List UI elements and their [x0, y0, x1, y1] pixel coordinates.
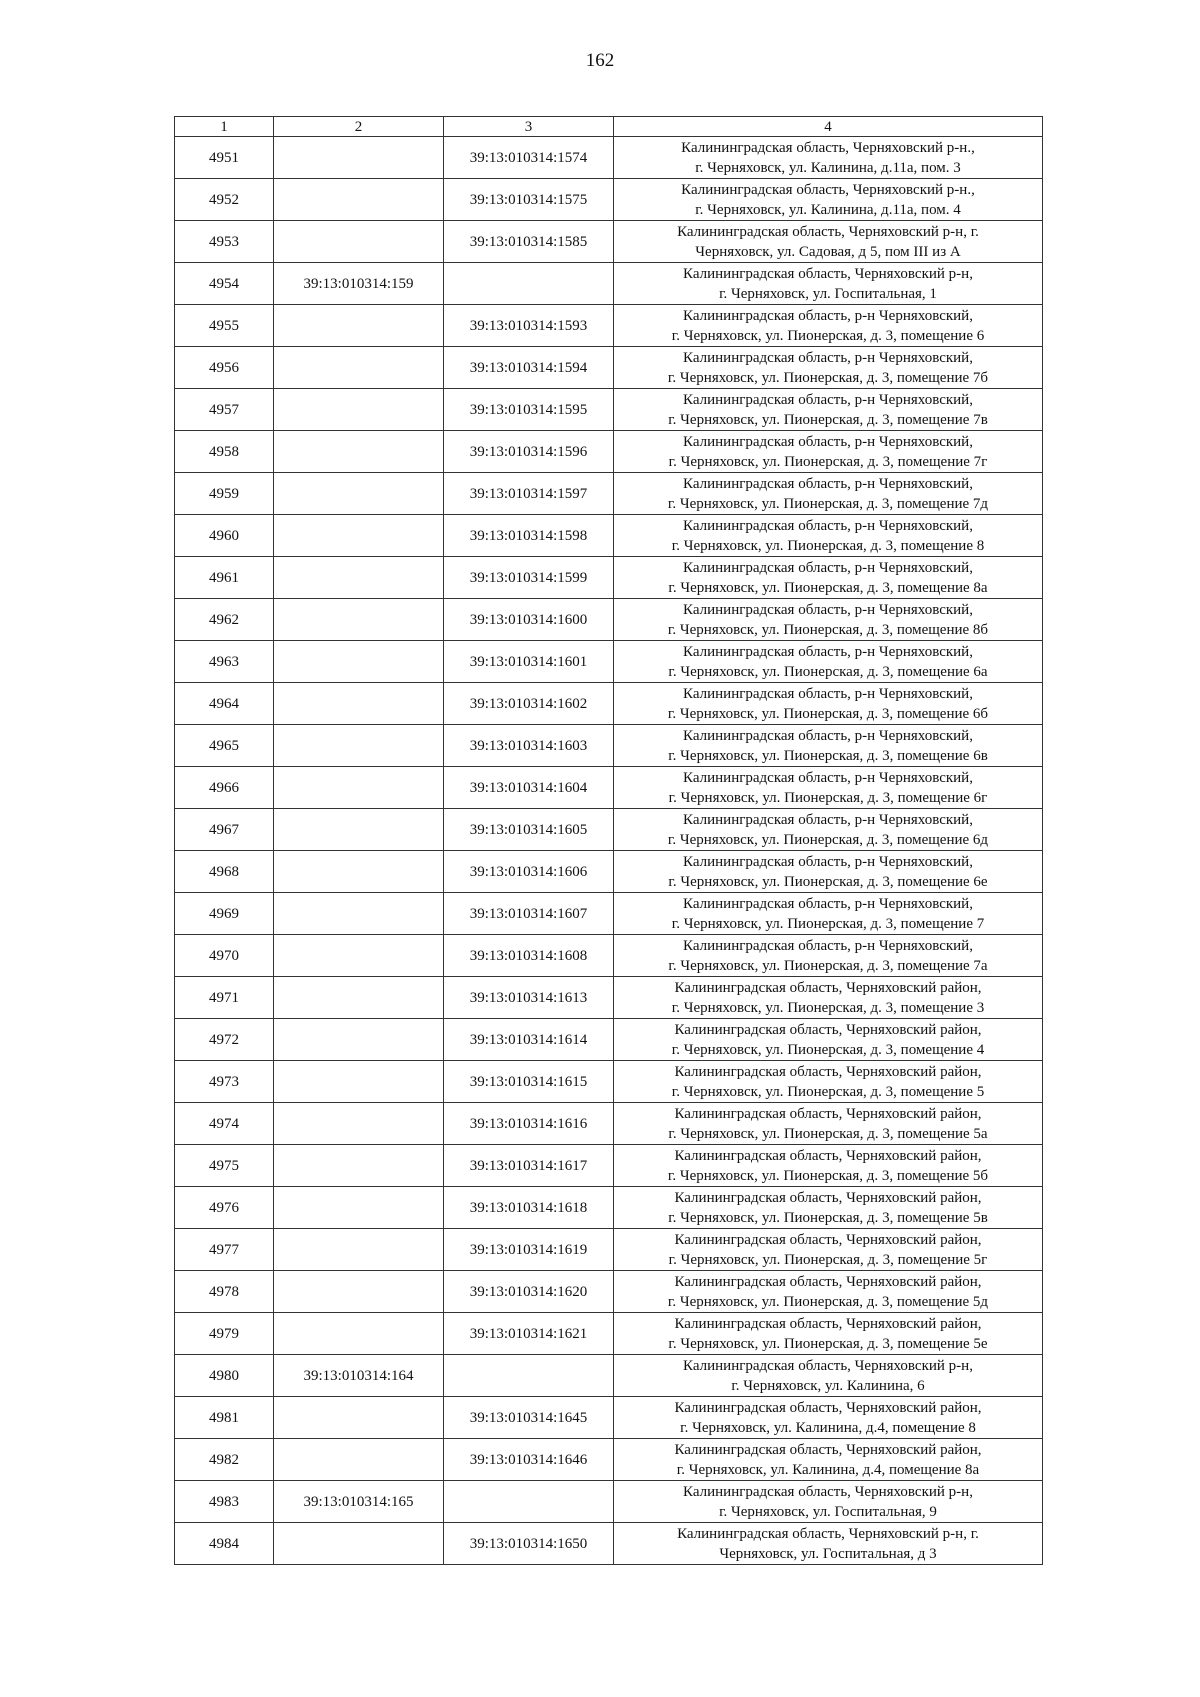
table-row	[175, 1439, 1043, 1481]
address-line: г. Черняховск, ул. Калинина, д.4, помещение 8а	[676, 1461, 980, 1478]
parcel-cadastral-cell	[274, 305, 444, 347]
address-line: г. Черняховск, ул. Пионерская, д. 3, помещение 6е	[668, 873, 988, 890]
object-cadastral-cell: 39:13:010314:1574	[444, 137, 614, 179]
table-row	[175, 767, 1043, 809]
address-line: Калининградская область, р-н Черняховский,	[683, 685, 973, 702]
address-line: г. Черняховск, ул. Пионерская, д. 3, помещение 5д	[667, 1293, 989, 1310]
address-cell	[614, 1397, 1043, 1439]
address-line: Калининградская область, Черняховский р-н.,	[681, 139, 975, 156]
object-cadastral-cell: 39:13:010314:1620	[444, 1271, 614, 1313]
address-cell	[614, 1439, 1043, 1481]
object-cadastral-cell	[444, 1355, 614, 1397]
address-line: г. Черняховск, ул. Пионерская, д. 3, помещение 7б	[667, 369, 989, 386]
address-line: Черняховск, ул. Госпитальная, д 3	[719, 1545, 937, 1562]
row-number-cell: 4955	[175, 305, 274, 347]
table-row	[175, 893, 1043, 935]
parcel-cadastral-cell: 39:13:010314:159	[274, 263, 444, 305]
parcel-cadastral-cell	[274, 1229, 444, 1271]
parcel-cadastral-cell	[274, 1439, 444, 1481]
address-line: Калининградская область, Черняховский район,	[674, 1399, 982, 1416]
row-number-cell: 4974	[175, 1103, 274, 1145]
object-cadastral-cell: 39:13:010314:1608	[444, 935, 614, 977]
object-cadastral-cell	[444, 1481, 614, 1523]
address-line: г. Черняховск, ул. Калинина, д.4, помещение 8	[680, 1419, 976, 1436]
address-cell	[614, 515, 1043, 557]
address-line: г. Черняховск, ул. Пионерская, д. 3, помещение 5б	[667, 1167, 989, 1184]
row-number-cell: 4971	[175, 977, 274, 1019]
address-line: Калининградская область, р-н Черняховский,	[683, 433, 973, 450]
table-row	[175, 683, 1043, 725]
address-cell	[614, 347, 1043, 389]
address-line: г. Черняховск, ул. Пионерская, д. 3, помещение 5г	[668, 1251, 988, 1268]
object-cadastral-cell: 39:13:010314:1618	[444, 1187, 614, 1229]
address-line: Калининградская область, Черняховский р-н,	[683, 265, 973, 282]
row-number-cell: 4951	[175, 137, 274, 179]
object-cadastral-cell: 39:13:010314:1613	[444, 977, 614, 1019]
address-line: г. Черняховск, ул. Пионерская, д. 3, помещение 8а	[668, 579, 988, 596]
row-number-cell: 4952	[175, 179, 274, 221]
registry-table	[174, 116, 1043, 1565]
address-cell	[614, 221, 1043, 263]
object-cadastral-cell	[444, 263, 614, 305]
address-line: Калининградская область, р-н Черняховский,	[683, 811, 973, 828]
table-row	[175, 725, 1043, 767]
object-cadastral-cell: 39:13:010314:1606	[444, 851, 614, 893]
address-cell	[614, 1187, 1043, 1229]
row-number-cell: 4981	[175, 1397, 274, 1439]
address-line: г. Черняховск, ул. Госпитальная, 9	[719, 1503, 937, 1520]
parcel-cadastral-cell: 39:13:010314:164	[274, 1355, 444, 1397]
address-line: Калининградская область, Черняховский район,	[674, 1105, 982, 1122]
row-number-cell: 4977	[175, 1229, 274, 1271]
row-number-cell: 4969	[175, 893, 274, 935]
table-row	[175, 305, 1043, 347]
parcel-cadastral-cell	[274, 1313, 444, 1355]
parcel-cadastral-cell	[274, 683, 444, 725]
address-cell	[614, 389, 1043, 431]
parcel-cadastral-cell	[274, 1103, 444, 1145]
address-line: Калининградская область, р-н Черняховский,	[683, 769, 973, 786]
object-cadastral-cell: 39:13:010314:1616	[444, 1103, 614, 1145]
address-cell	[614, 1019, 1043, 1061]
address-line: Калининградская область, р-н Черняховский,	[683, 727, 973, 744]
table-row	[175, 599, 1043, 641]
row-number-cell: 4965	[175, 725, 274, 767]
address-cell	[614, 851, 1043, 893]
page-number: 162	[585, 50, 615, 71]
parcel-cadastral-cell	[274, 515, 444, 557]
parcel-cadastral-cell	[274, 1523, 444, 1565]
row-number-cell: 4975	[175, 1145, 274, 1187]
row-number-cell: 4960	[175, 515, 274, 557]
address-cell	[614, 305, 1043, 347]
object-cadastral-cell: 39:13:010314:1600	[444, 599, 614, 641]
column-header-3: 3	[444, 117, 614, 137]
parcel-cadastral-cell	[274, 935, 444, 977]
row-number-cell: 4959	[175, 473, 274, 515]
address-line: Калининградская область, р-н Черняховский,	[683, 349, 973, 366]
table-row	[175, 851, 1043, 893]
address-line: г. Черняховск, ул. Пионерская, д. 3, помещение 6в	[668, 747, 988, 764]
table-row	[175, 1019, 1043, 1061]
table-row	[175, 179, 1043, 221]
address-line: Калининградская область, Черняховский район,	[674, 1021, 982, 1038]
row-number-cell: 4979	[175, 1313, 274, 1355]
parcel-cadastral-cell	[274, 137, 444, 179]
address-line: г. Черняховск, ул. Пионерская, д. 3, помещение 7в	[668, 411, 988, 428]
object-cadastral-cell: 39:13:010314:1604	[444, 767, 614, 809]
parcel-cadastral-cell	[274, 599, 444, 641]
header-row	[175, 117, 1043, 137]
address-cell	[614, 1061, 1043, 1103]
address-line: Калининградская область, р-н Черняховский,	[683, 601, 973, 618]
object-cadastral-cell: 39:13:010314:1603	[444, 725, 614, 767]
row-number-cell: 4957	[175, 389, 274, 431]
table-row	[175, 641, 1043, 683]
address-line: г. Черняховск, ул. Пионерская, д. 3, помещение 7д	[667, 495, 989, 512]
table-row	[175, 347, 1043, 389]
table-row	[175, 1397, 1043, 1439]
table-row	[175, 1103, 1043, 1145]
address-line: г. Черняховск, ул. Пионерская, д. 3, помещение 5а	[668, 1125, 988, 1142]
address-cell	[614, 1103, 1043, 1145]
column-header-4: 4	[614, 117, 1043, 137]
row-number-cell: 4953	[175, 221, 274, 263]
address-line: г. Черняховск, ул. Пионерская, д. 3, помещение 3	[671, 999, 985, 1016]
address-line: Калининградская область, Черняховский район,	[674, 1189, 982, 1206]
table-row	[175, 431, 1043, 473]
parcel-cadastral-cell	[274, 1271, 444, 1313]
address-line: Калининградская область, р-н Черняховский,	[683, 517, 973, 534]
parcel-cadastral-cell	[274, 473, 444, 515]
object-cadastral-cell: 39:13:010314:1598	[444, 515, 614, 557]
row-number-cell: 4978	[175, 1271, 274, 1313]
row-number-cell: 4972	[175, 1019, 274, 1061]
address-cell	[614, 1271, 1043, 1313]
address-line: Черняховск, ул. Садовая, д 5, пом III из А	[695, 243, 961, 260]
address-line: г. Черняховск, ул. Пионерская, д. 3, помещение 6б	[667, 705, 989, 722]
parcel-cadastral-cell	[274, 1397, 444, 1439]
address-cell	[614, 1481, 1043, 1523]
table-row	[175, 1229, 1043, 1271]
address-line: Калининградская область, Черняховский р-н.,	[681, 181, 975, 198]
table-row	[175, 1061, 1043, 1103]
address-line: г. Черняховск, ул. Госпитальная, 1	[719, 285, 937, 302]
address-line: Калининградская область, Черняховский район,	[674, 979, 982, 996]
address-line: Калининградская область, Черняховский р-н, г.	[677, 1525, 979, 1542]
parcel-cadastral-cell	[274, 557, 444, 599]
table-row	[175, 977, 1043, 1019]
table-row	[175, 515, 1043, 557]
address-cell	[614, 557, 1043, 599]
address-line: Калининградская область, Черняховский район,	[674, 1441, 982, 1458]
address-cell	[614, 179, 1043, 221]
table-row	[175, 1481, 1043, 1523]
row-number-cell: 4963	[175, 641, 274, 683]
address-line: г. Черняховск, ул. Пионерская, д. 3, помещение 7	[671, 915, 985, 932]
address-line: г. Черняховск, ул. Пионерская, д. 3, помещение 8	[671, 537, 985, 554]
address-line: Калининградская область, Черняховский р-н,	[683, 1483, 973, 1500]
address-cell	[614, 1355, 1043, 1397]
parcel-cadastral-cell	[274, 1145, 444, 1187]
address-line: Калининградская область, р-н Черняховский,	[683, 937, 973, 954]
object-cadastral-cell: 39:13:010314:1615	[444, 1061, 614, 1103]
table-row	[175, 1187, 1043, 1229]
parcel-cadastral-cell	[274, 347, 444, 389]
object-cadastral-cell: 39:13:010314:1605	[444, 809, 614, 851]
address-cell	[614, 725, 1043, 767]
object-cadastral-cell: 39:13:010314:1575	[444, 179, 614, 221]
table-body	[175, 137, 1043, 1565]
table-row	[175, 137, 1043, 179]
address-line: Калининградская область, р-н Черняховский,	[683, 391, 973, 408]
address-line: Калининградская область, Черняховский р-н,	[683, 1357, 973, 1374]
address-cell	[614, 1523, 1043, 1565]
table-row	[175, 1313, 1043, 1355]
row-number-cell: 4962	[175, 599, 274, 641]
address-cell	[614, 893, 1043, 935]
address-line: г. Черняховск, ул. Пионерская, д. 3, помещение 6д	[667, 831, 989, 848]
address-line: г. Черняховск, ул. Калинина, д.11а, пом. 4	[695, 201, 961, 218]
row-number-cell: 4983	[175, 1481, 274, 1523]
address-cell	[614, 1145, 1043, 1187]
object-cadastral-cell: 39:13:010314:1602	[444, 683, 614, 725]
row-number-cell: 4976	[175, 1187, 274, 1229]
address-line: Калининградская область, Черняховский район,	[674, 1273, 982, 1290]
address-line: г. Черняховск, ул. Пионерская, д. 3, помещение 7г	[668, 453, 988, 470]
address-cell	[614, 1229, 1043, 1271]
address-line: Калининградская область, р-н Черняховский,	[683, 643, 973, 660]
address-cell	[614, 599, 1043, 641]
column-header-1: 1	[175, 117, 274, 137]
address-cell	[614, 263, 1043, 305]
row-number-cell: 4961	[175, 557, 274, 599]
address-line: г. Черняховск, ул. Пионерская, д. 3, помещение 6а	[668, 663, 988, 680]
address-cell	[614, 683, 1043, 725]
object-cadastral-cell: 39:13:010314:1607	[444, 893, 614, 935]
address-cell	[614, 137, 1043, 179]
address-line: г. Черняховск, ул. Калинина, д.11а, пом. 3	[695, 159, 961, 176]
address-line: г. Черняховск, ул. Пионерская, д. 3, помещение 5в	[668, 1209, 988, 1226]
address-line: Калининградская область, р-н Черняховский,	[683, 853, 973, 870]
address-line: Калининградская область, р-н Черняховский,	[683, 307, 973, 324]
parcel-cadastral-cell	[274, 977, 444, 1019]
address-line: Калининградская область, Черняховский р-н, г.	[677, 223, 979, 240]
object-cadastral-cell: 39:13:010314:1619	[444, 1229, 614, 1271]
row-number-cell: 4973	[175, 1061, 274, 1103]
address-line: г. Черняховск, ул. Пионерская, д. 3, помещение 8б	[667, 621, 989, 638]
parcel-cadastral-cell	[274, 1019, 444, 1061]
parcel-cadastral-cell	[274, 641, 444, 683]
object-cadastral-cell: 39:13:010314:1646	[444, 1439, 614, 1481]
object-cadastral-cell: 39:13:010314:1617	[444, 1145, 614, 1187]
object-cadastral-cell: 39:13:010314:1650	[444, 1523, 614, 1565]
object-cadastral-cell: 39:13:010314:1599	[444, 557, 614, 599]
parcel-cadastral-cell	[274, 1187, 444, 1229]
object-cadastral-cell: 39:13:010314:1614	[444, 1019, 614, 1061]
address-cell	[614, 1313, 1043, 1355]
address-line: г. Черняховск, ул. Пионерская, д. 3, помещение 4	[671, 1041, 985, 1058]
object-cadastral-cell: 39:13:010314:1596	[444, 431, 614, 473]
address-line: г. Черняховск, ул. Калинина, 6	[731, 1377, 925, 1394]
table-row	[175, 809, 1043, 851]
address-line: г. Черняховск, ул. Пионерская, д. 3, помещение 6г	[668, 789, 988, 806]
address-line: г. Черняховск, ул. Пионерская, д. 3, помещение 5	[671, 1083, 985, 1100]
table-row	[175, 1145, 1043, 1187]
row-number-cell: 4966	[175, 767, 274, 809]
parcel-cadastral-cell	[274, 1061, 444, 1103]
row-number-cell: 4964	[175, 683, 274, 725]
column-header-2: 2	[274, 117, 444, 137]
address-cell	[614, 767, 1043, 809]
parcel-cadastral-cell	[274, 221, 444, 263]
address-line: Калининградская область, р-н Черняховский,	[683, 895, 973, 912]
address-line: Калининградская область, р-н Черняховский,	[683, 475, 973, 492]
parcel-cadastral-cell	[274, 431, 444, 473]
table-row	[175, 1271, 1043, 1313]
row-number-cell: 4968	[175, 851, 274, 893]
object-cadastral-cell: 39:13:010314:1621	[444, 1313, 614, 1355]
address-cell	[614, 431, 1043, 473]
parcel-cadastral-cell	[274, 893, 444, 935]
parcel-cadastral-cell	[274, 389, 444, 431]
row-number-cell: 4967	[175, 809, 274, 851]
table-row	[175, 473, 1043, 515]
address-cell	[614, 977, 1043, 1019]
address-cell	[614, 935, 1043, 977]
parcel-cadastral-cell: 39:13:010314:165	[274, 1481, 444, 1523]
table-row	[175, 389, 1043, 431]
table-row	[175, 1355, 1043, 1397]
object-cadastral-cell: 39:13:010314:1601	[444, 641, 614, 683]
parcel-cadastral-cell	[274, 179, 444, 221]
object-cadastral-cell: 39:13:010314:1597	[444, 473, 614, 515]
row-number-cell: 4980	[175, 1355, 274, 1397]
parcel-cadastral-cell	[274, 809, 444, 851]
table-row	[175, 935, 1043, 977]
address-line: г. Черняховск, ул. Пионерская, д. 3, помещение 5е	[668, 1335, 988, 1352]
table-row	[175, 557, 1043, 599]
address-line: г. Черняховск, ул. Пионерская, д. 3, помещение 6	[671, 327, 985, 344]
address-cell	[614, 809, 1043, 851]
row-number-cell: 4954	[175, 263, 274, 305]
row-number-cell: 4956	[175, 347, 274, 389]
table-row	[175, 1523, 1043, 1565]
object-cadastral-cell: 39:13:010314:1593	[444, 305, 614, 347]
parcel-cadastral-cell	[274, 767, 444, 809]
object-cadastral-cell: 39:13:010314:1595	[444, 389, 614, 431]
row-number-cell: 4984	[175, 1523, 274, 1565]
address-line: г. Черняховск, ул. Пионерская, д. 3, помещение 7а	[668, 957, 988, 974]
parcel-cadastral-cell	[274, 725, 444, 767]
table-row	[175, 263, 1043, 305]
object-cadastral-cell: 39:13:010314:1594	[444, 347, 614, 389]
address-line: Калининградская область, Черняховский район,	[674, 1063, 982, 1080]
row-number-cell: 4958	[175, 431, 274, 473]
address-cell	[614, 473, 1043, 515]
row-number-cell: 4970	[175, 935, 274, 977]
address-line: Калининградская область, р-н Черняховский,	[683, 559, 973, 576]
object-cadastral-cell: 39:13:010314:1645	[444, 1397, 614, 1439]
address-line: Калининградская область, Черняховский район,	[674, 1147, 982, 1164]
address-line: Калининградская область, Черняховский район,	[674, 1231, 982, 1248]
object-cadastral-cell: 39:13:010314:1585	[444, 221, 614, 263]
table-row	[175, 221, 1043, 263]
parcel-cadastral-cell	[274, 851, 444, 893]
address-cell	[614, 641, 1043, 683]
row-number-cell: 4982	[175, 1439, 274, 1481]
address-line: Калининградская область, Черняховский район,	[674, 1315, 982, 1332]
